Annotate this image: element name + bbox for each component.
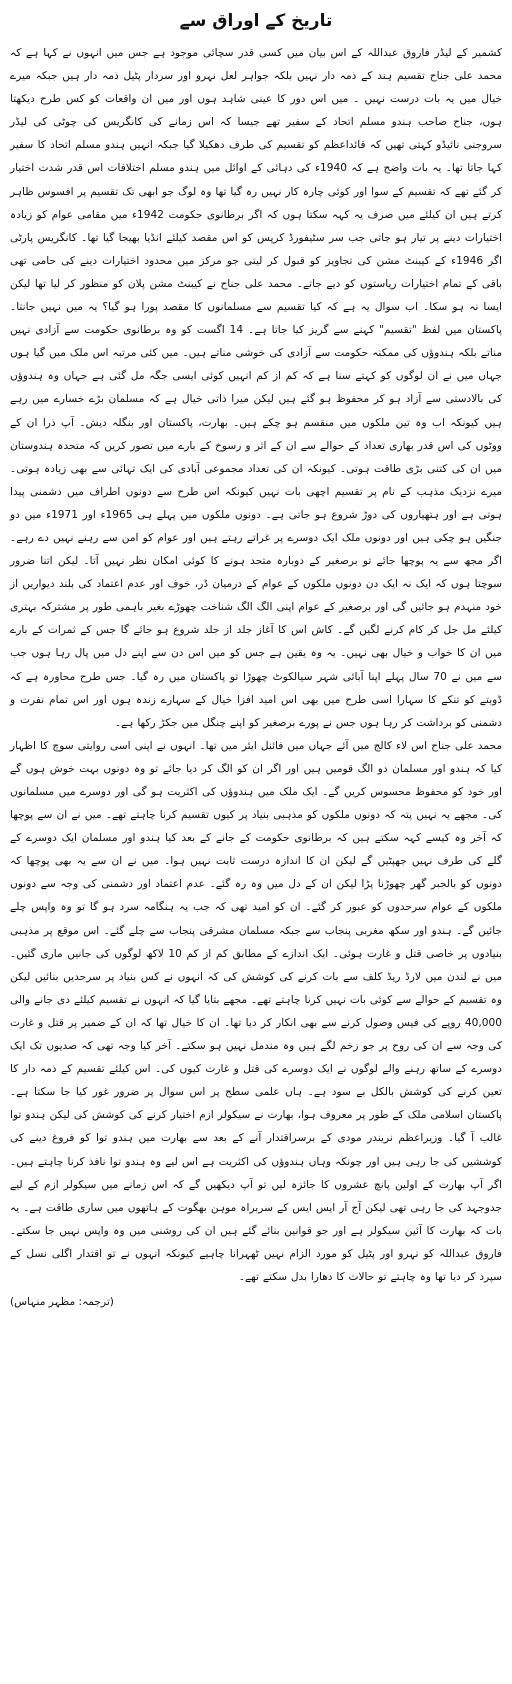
- translator-credit: (ترجمہ: مظہر منہاس): [10, 1296, 114, 1309]
- article-paragraph-1: کشمیر کے لیڈر فاروق عبداللہ کے اس بیان میں کسی قدر سچائی موجود ہے جس میں انہوں نے کہا ہے کہ محمد علی جناح تقسیم ہند کے ذمہ دار نہیں بلکہ جواہر لعل نہرو اور سردار پٹیل ذمہ دار ہیں جبکہ میرے خیال میں یہ بات درست نہیں ۔ میں اس دور کا عینی شاہد ہوں اور میں ان واقعات کو کس طرح دیکھتا ہوں، جناح صاحب ہندو مسلم اتحاد کے سفیر تھے جیسا کہ اس زمانے کی کانگریس کی چوٹی کی لیڈر سروجنی نائیڈو کہتی تھیں کہ قائداعظم کو تقسیم کی طرف دھکیلا گیا جبکہ انہیں ہندو مسلم اتحاد کا سفیر کہا جاتا تھا۔ یہ بات واضح ہے کہ 1940ء کی دہائی کے اوائل میں ہندو مسلم اختلافات اس قدر شدت اختیار کر گئے تھے کہ تقسیم کے سوا اور کوئی چارہ کار نہیں رہ گیا تھا وہ لوگ جو ابھی تک تقسیم پر افسوس ظاہر کرتے ہیں ان کیلئے میں صرف یہ کہہ سکتا ہوں کہ اگر برطانوی حکومت 1942ء میں مقامی عوام کو زیادہ اختیارات دینے پر تیار ہو جاتی جب سر سٹیفورڈ کرپس کو اس مقصد کیلئے انڈیا بھیجا گیا تھا۔ کانگریس پارٹی اگر 1946ء کے کیبنٹ مشن کی تجاویز کو قبول کر لیتی جو مرکز میں محدود اختیارات دینے کی حامی تھی باقی کے تمام اختیارات ریاستوں کو دیے جاتے۔ محمد علی جناح نے کیبنٹ مشن پلان کو منظور کر لیا تھا لیکن ایسا نہ ہو سکا۔ اب سوال یہ ہے کہ کیا تقسیم سے مسلمانوں کا مقصد پورا ہو گیا؟ یہ میں نہیں جانتا۔ پاکستان میں لفظ "تقسیم" کہنے سے گریز کیا جاتا ہے۔ 14 اگست کو وہ برطانوی حکومت سے آزادی نہیں مناتے بلکہ ہندوؤں کی ممکنہ حکومت سے آزادی کی خوشی مناتے ہیں۔ میں کئی مرتبہ اس ملک میں گیا ہوں جہاں میں نے ان لوگوں کو کہتے سنا ہے کہ کم از کم انہیں کوئی ایسی جگہ مل گئی ہے جہاں وہ ہندوؤں کی بالادستی سے آزاد ہو کر محفوظ ہو گئے ہیں لیکن میرا ذاتی خیال ہے کہ مسلمان بڑے خسارے میں رہے ہیں کیونکہ اب وہ تین ملکوں میں منقسم ہو چکے ہیں۔ بھارت، پاکستان اور بنگلہ دیش۔ آپ ذرا ان کے ووٹوں کی اس قدر بھاری تعداد کے حوالے سے ان کے اثر و رسوخ کے بارے میں تصور کریں کہ متحدہ ہندوستان میں ان کی کتنی بڑی طاقت ہوتی۔ کیونکہ ان کی تعداد مجموعی آبادی کی ایک تہائی سے بھی زیادہ ہوتی۔ میرے نزدیک مذہب کے نام پر تقسیم اچھی بات نہیں کیونکہ اس طرح سے دونوں اطراف میں دشمنی پیدا ہوتی ہے اور ہتھیاروں کی دوڑ شروع ہو جاتی ہے۔ دونوں ملکوں میں پہلے ہی 1965ء اور 1971ء میں دو جنگیں ہو چکی ہیں اور دونوں ملک ایک دوسرے پر غراتے رہتے ہیں اور عوام کو امن سے رہنے نہیں دے رہے۔ اگر مجھ سے یہ پوچھا جائے تو برصغیر کے دوبارہ متحد ہونے کا کوئی امکان نظر نہیں آتا۔ لیکن اتنا ضرور سوچتا ہوں کہ ایک نہ ایک دن دونوں ملکوں کے عوام کے درمیان ڈر، خوف اور عدم اعتماد کی بلند دیواریں از خود منہدم ہو جائیں گی اور برصغیر کے عوام اپنی الگ الگ شناخت چھوڑے بغیر باہمی طور پر مشترکہ بہتری کیلئے مل جل کر کام کرنے لگیں گے۔ کاش اس کا آغاز جلد از جلد شروع ہو جائے گا جس کے ثمرات کے بارے میں ان کا خواب و خیال بھی نہیں۔ یہ وہ یقین ہے جس کو میں اس دن سے اپنے دل میں پال رہا ہوں جب سے میں نے 70 سال پہلے اپنا آبائی شہر سیالکوٹ چھوڑا تو پاکستان میں رہ گیا۔ جس طرح محاورہ ہے کہ ڈوبتے کو تنکے کا سہارا اسی طرح میں بھی اس امید افزا خیال کے سہارے زندہ ہوں اور اس تمام نفرت و دشمنی کو برداشت کر رہا ہوں جس نے پورے برصغیر کو اپنے چنگل میں جکڑ رکھا ہے۔: [10, 47, 503, 729]
- article-title: تاریخ کے اوراق سے: [179, 11, 333, 31]
- article-paragraph-2: محمد علی جناح اس لاء کالج میں آئے جہاں میں فائنل ایئر میں تھا۔ انہوں نے اپنی اسی روایتی سوچ کا اظہار کیا کہ ہندو اور مسلمان دو الگ قومیں ہیں اور اگر ان کو الگ کر دیا جائے تو وہ دونوں بہت خوش ہوں گے اور خود کو محفوظ محسوس کریں گے۔ ایک ملک میں ہندوؤں کی اکثریت ہو گی اور دوسرے میں مسلمانوں کی۔ مجھے یہ نہیں پتہ کہ دونوں ملکوں کو مذہبی بنیاد پر کیوں تقسیم کرنا چاہتے تھے۔ میں نے ان سے پوچھا کہ آخر وہ کیسے کہہ سکتے ہیں کہ برطانوی حکومت کے جانے کے بعد کیا ہندو اور مسلمان ایک دوسرے کے گلے کی طرف نہیں جھپٹیں گے لیکن ان کا اندازہ درست ثابت نہیں ہوا۔ میں نے ان سے یہ بھی پوچھا کہ دونوں کو بالجبر گھر چھوڑنا پڑا لیکن ان کے دل میں وہ رہ گئے۔ عدم اعتماد اور دشمنی کی وجہ سے دونوں ملکوں کے عوام سرحدوں کو عبور کر گئے۔ ان کو امید تھی کہ جب یہ ہنگامہ سرد ہو گا تو وہ واپس چلے جائیں گے۔ ہندو اور سکھ مغربی پنجاب سے جبکہ مسلمان مشرقی پنجاب سے چلے گئے۔ اس موقع پر مذہبی بنیادوں پر خاصی قتل و غارت ہوئی۔ ایک اندازے کے مطابق کم از کم 10 لاکھ لوگوں کی جانیں ماری گئیں۔ میں نے لندن میں لارڈ ریڈ کلف سے بات کرنے کی کوشش کی کہ انہوں نے کس بنیاد پر سرحدیں بنائیں لیکن وہ تقسیم کے حوالے سے کوئی بات نہیں کرنا چاہتے تھے۔ مجھے بتایا گیا کہ انہوں نے تقسیم کیلئے دی جانے والی 40,000 روپے کی فیس وصول کرنے سے بھی انکار کر دیا تھا۔ ان کا خیال تھا کہ ان کے ضمیر پر قتل و غارت کی وجہ سے ان کی روح پر جو زخم لگے ہیں وہ مندمل نہیں ہو سکتے۔ آخر کیا وجہ تھی کہ صدیوں تک ایک دوسرے کے ساتھ رہنے والے لوگوں نے ایک دوسرے کی قتل و غارت کیوں کی۔ اس کیلئے تقسیم کے ذمہ دار کا تعین کرنے کی کوشش بالکل بے سود ہے۔ ہاں علمی سطح پر اس سوال پر ضرور غور کیا جا سکتا ہے۔ پاکستان اسلامی ملک کے طور پر معروف ہوا، بھارت نے سیکولر ازم اختیار کرنے کی کوشش کی لیکن ہندو توا غالب آ گیا۔ وزیراعظم نریندر مودی کے برسراقتدار آنے کے بعد سے بھارت میں ہندو توا کو فروغ دینے کی کوششیں کی جا رہی ہیں اور چونکہ وہاں ہندوؤں کی اکثریت ہے اس لیے وہ ہندو توا نافذ کرنا چاہتے ہیں۔ اگر آپ بھارت کے اولین پانچ عشروں کا جائزہ لیں تو آپ دیکھیں گے کہ اس زمانے میں سیکولر ازم کے لیے جدوجہد کی جا رہی تھی لیکن آج آر ایس ایس کے سربراہ موہن بھگوت کے ہاتھوں میں ساری طاقت ہے۔ یہ بات کہ بھارت کا آئین سیکولر ہے اور جو قوانین بنائے گئے ہیں ان کی روشنی میں وہ واپس نہیں جا سکتے۔ فاروق عبداللہ کو نہرو اور پٹیل کو مورد الزام نہیں ٹھہرانا چاہیے کیونکہ انہوں نے تو اقتدار اگلی نسل کے سپرد کر دیا تھا وہ چاہتے تو حالات کا دھارا بدل سکتے تھے۔: [10, 739, 502, 1283]
